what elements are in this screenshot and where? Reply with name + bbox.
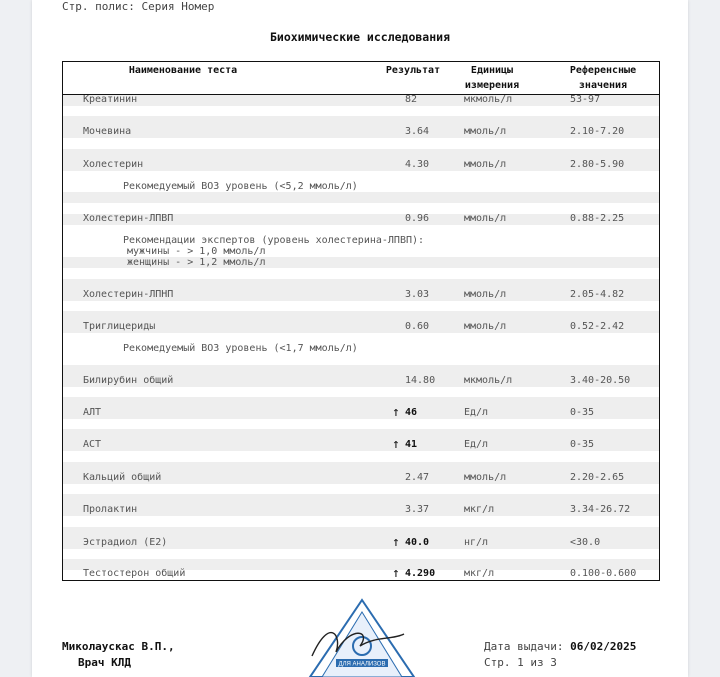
test-result: 3.03 bbox=[405, 289, 430, 300]
test-reference: <30.0 bbox=[570, 537, 601, 548]
table-row bbox=[63, 439, 659, 451]
test-unit: Ед/л bbox=[464, 439, 489, 450]
note-hdl-title: Рекомендации экспертов (уровень холестерина-ЛПВП): bbox=[123, 235, 425, 246]
test-result: 82 bbox=[405, 94, 418, 105]
test-unit: ммоль/л bbox=[464, 126, 507, 137]
test-result: 14.80 bbox=[405, 375, 436, 386]
test-reference: 2.20-2.65 bbox=[570, 472, 625, 483]
test-result: 4.30 bbox=[405, 159, 430, 170]
table-row bbox=[63, 289, 659, 301]
test-result: 2.47 bbox=[405, 472, 430, 483]
test-unit: нг/л bbox=[464, 537, 489, 548]
issue-date: 06/02/2025 bbox=[570, 640, 637, 653]
test-name: Тестостерон общий bbox=[83, 568, 186, 579]
test-result: 4.290 bbox=[405, 568, 436, 579]
test-name: АЛТ bbox=[83, 407, 102, 418]
col-header-reference bbox=[555, 63, 651, 93]
test-reference: 0-35 bbox=[570, 439, 595, 450]
table-row bbox=[63, 321, 659, 333]
test-unit: ммоль/л bbox=[464, 213, 507, 224]
test-reference: 2.10-7.20 bbox=[570, 126, 625, 137]
col-header-reference-line2: значения bbox=[578, 80, 628, 91]
test-name: Эстрадиол (Е2) bbox=[83, 537, 168, 548]
col-header-result: Результат bbox=[385, 65, 441, 76]
test-name: Кальций общий bbox=[83, 472, 162, 483]
test-result: 0.96 bbox=[405, 213, 430, 224]
test-unit: мкг/л bbox=[464, 504, 495, 515]
arrow-up-icon: ↑ bbox=[392, 535, 400, 550]
table-row bbox=[63, 126, 659, 138]
table-row bbox=[63, 159, 659, 171]
stamp-text: ДЛЯ АНАЛИЗОВ bbox=[338, 661, 386, 668]
test-reference: 2.80-5.90 bbox=[570, 159, 625, 170]
arrow-up-icon: ↑ bbox=[392, 405, 400, 420]
test-unit: ммоль/л bbox=[464, 472, 507, 483]
table-row bbox=[63, 568, 659, 580]
test-unit: мкг/л bbox=[464, 568, 495, 579]
issue-date-line bbox=[484, 639, 636, 655]
arrow-up-icon: ↑ bbox=[392, 566, 400, 581]
doctor-name: Миколаускас В.П., bbox=[62, 640, 175, 653]
test-name: АСТ bbox=[83, 439, 102, 450]
test-unit: мкмоль/л bbox=[464, 375, 513, 386]
test-reference: 3.34-26.72 bbox=[570, 504, 631, 515]
test-name: Креатинин bbox=[83, 94, 138, 105]
doctor-signature-block bbox=[62, 639, 175, 671]
test-name: Холестерин-ЛПНП bbox=[83, 289, 174, 300]
report-title: Биохимические исследования bbox=[269, 30, 450, 44]
row-band bbox=[63, 192, 659, 203]
test-reference: 0.52-2.42 bbox=[570, 321, 625, 332]
test-unit: ммоль/л bbox=[464, 159, 507, 170]
note-triglycerides: Рекомедуемый ВОЗ уровень (<1,7 ммоль/л) bbox=[123, 343, 358, 354]
table-row bbox=[63, 375, 659, 387]
test-reference: 0-35 bbox=[570, 407, 595, 418]
issue-info bbox=[484, 639, 636, 671]
test-reference: 2.05-4.82 bbox=[570, 289, 625, 300]
arrow-up-icon: ↑ bbox=[392, 437, 400, 452]
issue-date-label: Дата выдачи: bbox=[484, 640, 564, 653]
test-unit: Ед/л bbox=[464, 407, 489, 418]
note-cholesterol: Рекомедуемый ВОЗ уровень (<5,2 ммоль/л) bbox=[123, 181, 358, 192]
test-name: Холестерин bbox=[83, 159, 144, 170]
lab-stamp bbox=[302, 596, 422, 677]
col-header-name: Наименование теста bbox=[128, 65, 238, 76]
test-unit: ммоль/л bbox=[464, 289, 507, 300]
test-reference: 0.88-2.25 bbox=[570, 213, 625, 224]
table-row bbox=[63, 213, 659, 225]
note-hdl-women: женщины - > 1,2 ммоль/л bbox=[127, 257, 266, 268]
col-header-units-line1: Единицы bbox=[470, 65, 514, 76]
report-page bbox=[32, 0, 688, 677]
page-number: Стр. 1 из 3 bbox=[484, 656, 557, 669]
table-header bbox=[63, 62, 659, 95]
test-reference: 3.40-20.50 bbox=[570, 375, 631, 386]
table-row bbox=[63, 94, 659, 106]
test-reference: 0.100-0.600 bbox=[570, 568, 637, 579]
doctor-role: Врач КЛД bbox=[78, 656, 131, 669]
test-name: Холестерин-ЛПВП bbox=[83, 213, 174, 224]
test-unit: ммоль/л bbox=[464, 321, 507, 332]
test-unit: мкмоль/л bbox=[464, 94, 513, 105]
test-result: 3.37 bbox=[405, 504, 430, 515]
table-row bbox=[63, 472, 659, 484]
test-result: 0.60 bbox=[405, 321, 430, 332]
test-name: Пролактин bbox=[83, 504, 138, 515]
test-result: 41 bbox=[405, 439, 418, 450]
test-name: Триглицериды bbox=[83, 321, 156, 332]
note-hdl-men: мужчины - > 1,0 ммоль/л bbox=[127, 246, 266, 257]
test-name: Билирубин общий bbox=[83, 375, 174, 386]
test-result: 3.64 bbox=[405, 126, 430, 137]
test-name: Мочевина bbox=[83, 126, 132, 137]
test-reference: 53-97 bbox=[570, 94, 601, 105]
table-row bbox=[63, 504, 659, 516]
table-row bbox=[63, 407, 659, 419]
table-row bbox=[63, 537, 659, 549]
col-header-units bbox=[453, 63, 531, 93]
col-header-units-line2: измерения bbox=[464, 80, 520, 91]
col-header-reference-line1: Референсные bbox=[569, 65, 637, 76]
results-table bbox=[62, 61, 660, 581]
test-result: 46 bbox=[405, 407, 418, 418]
policy-line: Стр. полис: Серия Номер bbox=[62, 0, 215, 13]
test-result: 40.0 bbox=[405, 537, 430, 548]
